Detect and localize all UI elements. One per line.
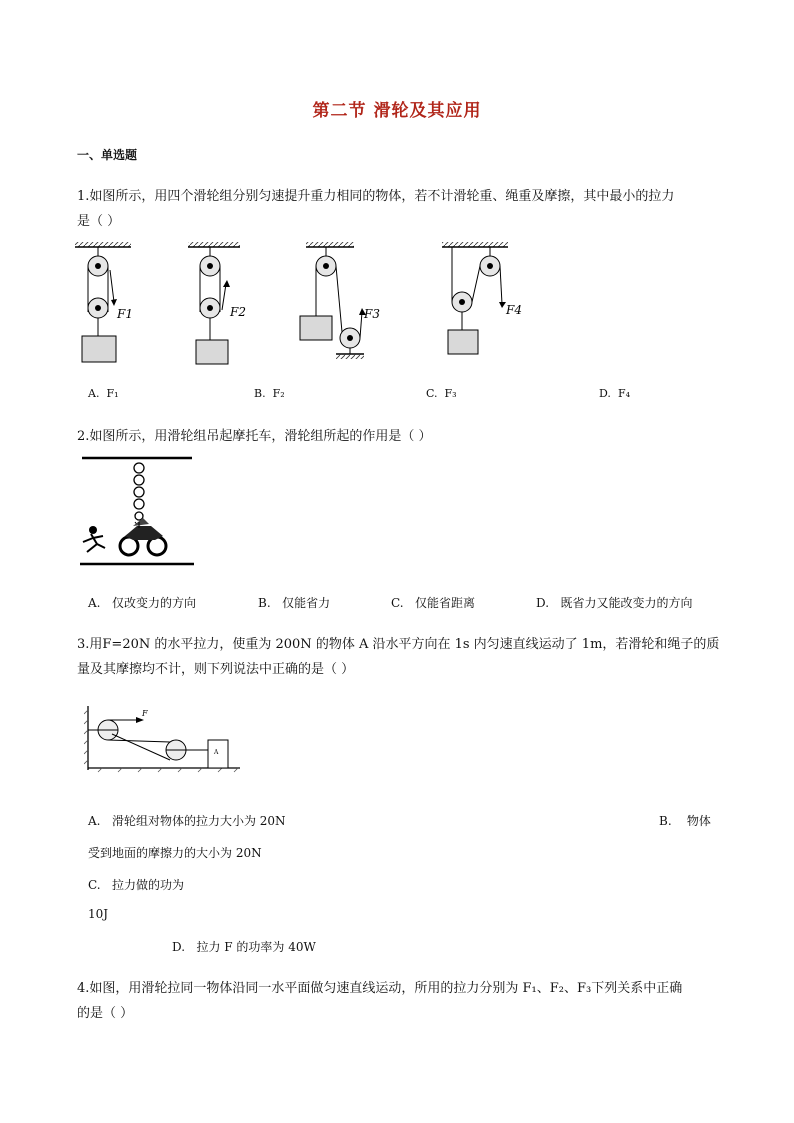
question-4-text xyxy=(77,976,727,1026)
force-label-f4: F4 xyxy=(506,303,522,317)
q2-option-d[interactable]: D. 既省力又能改变力的方向 xyxy=(536,596,693,610)
pulley-system-3 xyxy=(300,242,380,359)
question-1-line-2: 是（ ） xyxy=(77,214,121,229)
section-heading: 一、单选题 xyxy=(77,148,138,162)
force-label-f1: F1 xyxy=(117,307,133,321)
question-3-line-1: 3.用F=20N 的水平拉力，使重为 200N 的物体 A 沿水平方向在 1s 内匀速直线运动了 1m，若滑轮和绳子的质 xyxy=(77,637,720,652)
question-2-text: 2.如图所示，用滑轮组吊起摩托车，滑轮组所起的作用是（ ） xyxy=(77,429,432,444)
force-label-f: F xyxy=(142,709,148,718)
question-4-line-2: 的是（ ） xyxy=(77,1006,134,1021)
question-1-figure xyxy=(70,240,540,370)
q2-option-c[interactable]: C. 仅能省距离 xyxy=(391,596,476,610)
question-1-line-1: 1.如图所示，用四个滑轮组分别匀速提升重力相同的物体，若不计滑轮重、绳重及摩擦，其中最小的拉力 xyxy=(77,189,675,204)
q2-option-a[interactable]: A. 仅改变力的方向 xyxy=(88,596,196,610)
q2-option-b[interactable]: B. 仅能省力 xyxy=(258,596,331,610)
question-4-line-1: 4.如图，用滑轮拉同一物体沿同一水平面做匀速直线运动，所用的拉力分别为 F₁、F₂、F₃下列关系中正确 xyxy=(77,981,683,996)
q3-option-c[interactable]: C. 拉力做的功为 xyxy=(88,878,185,892)
q1-option-b[interactable]: B. F₂ xyxy=(254,387,285,400)
q1-option-d[interactable]: D. F₄ xyxy=(599,387,630,400)
pulley-system-4 xyxy=(442,242,522,354)
q3-option-a[interactable]: A. 滑轮组对物体的拉力大小为 20N xyxy=(88,814,286,828)
q3-option-b-continued: 受到地面的摩擦力的大小为 20N xyxy=(88,846,262,860)
question-3-figure xyxy=(84,704,244,776)
force-label-f2: F2 xyxy=(230,305,246,319)
question-3-text xyxy=(77,632,727,682)
question-3-line-2: 量及其摩擦均不计，则下列说法中正确的是（ ） xyxy=(77,662,355,677)
page-title: 第二节 滑轮及其应用 xyxy=(312,101,482,121)
q3-option-b[interactable]: B. 物体 xyxy=(659,814,711,828)
question-2-figure xyxy=(77,452,197,572)
q3-option-c-continued: 10J xyxy=(88,907,109,921)
question-1-text xyxy=(77,184,727,234)
force-label-f3: F3 xyxy=(364,307,380,321)
q1-option-c[interactable]: C. F₃ xyxy=(426,387,457,400)
pulley-system-1 xyxy=(75,242,133,362)
q1-option-a[interactable]: A. F₁ xyxy=(88,387,119,400)
object-label-a: A xyxy=(214,749,219,756)
q3-option-d[interactable]: D. 拉力 F 的功率为 40W xyxy=(172,940,316,954)
pulley-system-2 xyxy=(188,242,246,364)
